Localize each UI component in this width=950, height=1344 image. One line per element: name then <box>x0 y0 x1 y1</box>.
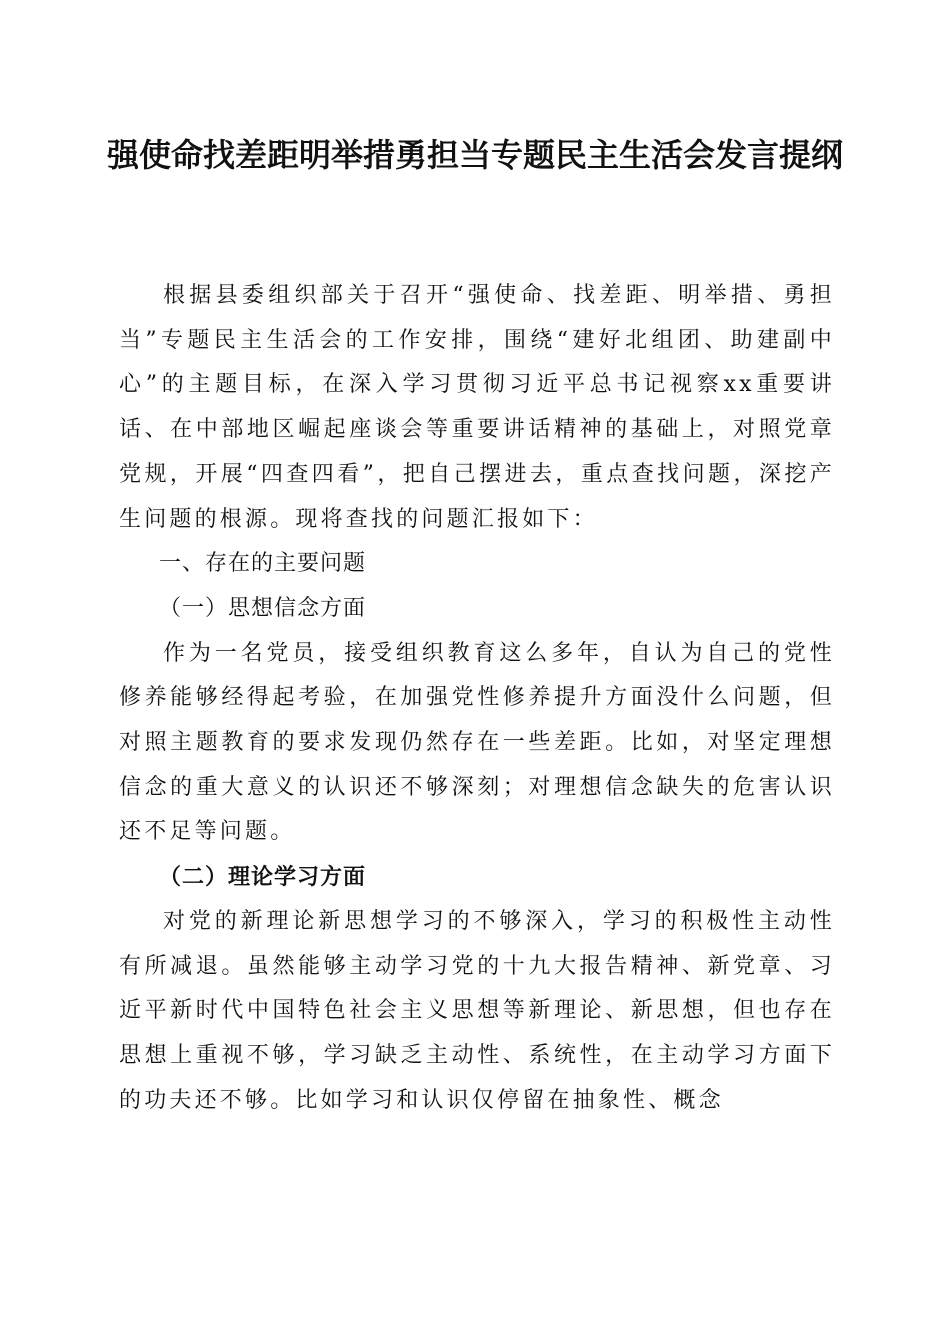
subsection-heading-ideology: （一）思想信念方面 <box>159 595 367 621</box>
document-title: 强使命找差距明举措勇担当专题民主生活会发言提纲 <box>106 136 843 174</box>
theory-study-paragraph: 对党的新理论新思想学习的不够深入，学习的积极性主动性有所减退。虽然能够主动学习党的十九大报告精神、新党章、习近平新时代中国特色社会主义思想等新理论、新思想，但也存在思想上重视不够，学习缺乏主动性、系统性，在主动学习方面下的功夫还不够。比如学习和认识仅停留在抽象性、概念 <box>119 908 835 1113</box>
ideology-paragraph: 作为一名党员，接受组织教育这么多年，自认为自己的党性修养能够经得起考验，在加强党性修养提升方面没什么问题，但对照主题教育的要求发现仍然存在一些差距。比如，对坚定理想信念的重大意义的认识还不够深刻；对理想信念缺失的危害认识还不足等问题。 <box>119 640 835 845</box>
intro-paragraph: 根据县委组织部关于召开“强使命、找差距、明举措、勇担当”专题民主生活会的工作安排，围绕“建好北组团、助建副中心”的主题目标，在深入学习贯彻习近平总书记视察xx重要讲话、在中部地区崛起座谈会等重要讲话精神的基础上，对照党章党规，开展“四查四看”，把自己摆进去，重点查找问题，深挖产生问题的根源。现将查找的问题汇报如下： <box>119 283 835 532</box>
document-body <box>119 274 835 1123</box>
section-heading-main-problems: 一、存在的主要问题 <box>159 551 367 577</box>
subsection-heading-theory-study: （二）理论学习方面 <box>159 864 367 891</box>
